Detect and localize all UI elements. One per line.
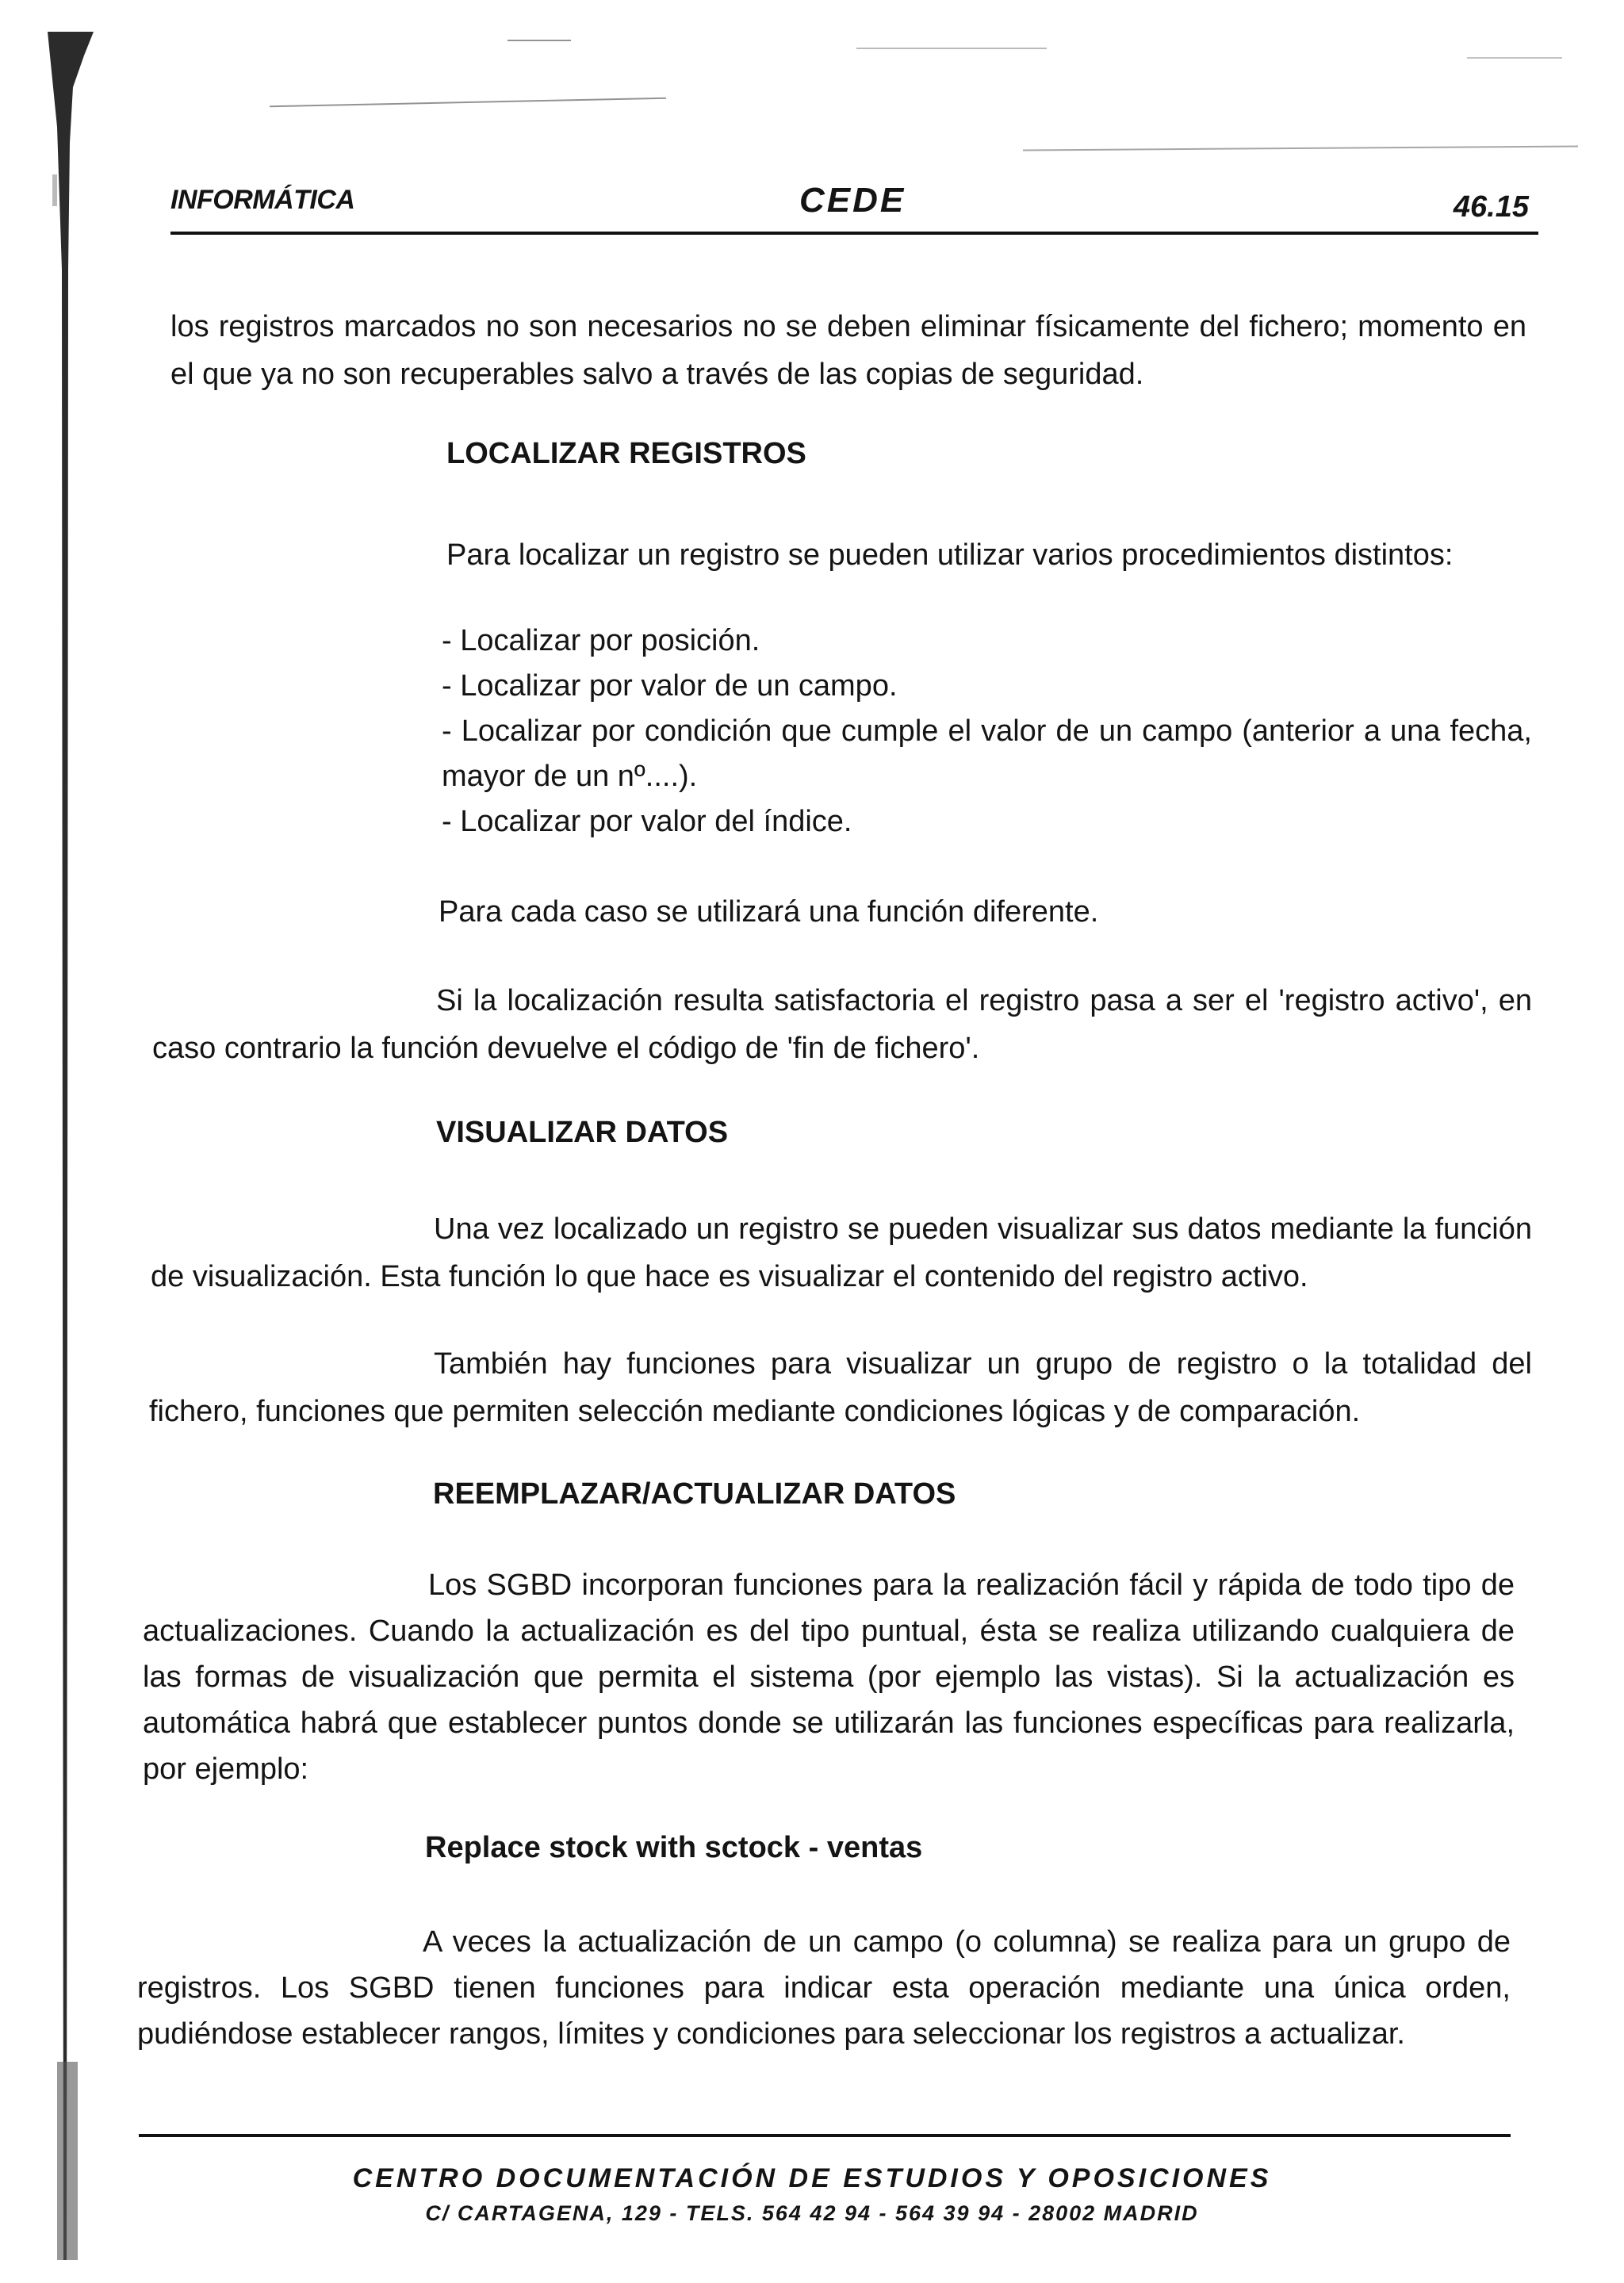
localizar-intro: Para localizar un registro se pueden utilizar varios procedimientos distintos: <box>446 538 1454 572</box>
localizar-result-paragraph: Si la localización resulta satisfactoria el registro pasa a ser el 'registro activo', en caso contrario la función devuelve el código de 'fin de fichero'. <box>152 984 1532 1065</box>
header-section-title: INFORMÁTICA <box>170 185 355 215</box>
list-item: - Localizar por condición que cumple el valor de un campo (anterior a una fecha, mayor de un nº....). <box>442 714 1532 793</box>
header-divider <box>170 232 1538 235</box>
list-item: - Localizar por valor del índice. <box>442 805 852 838</box>
scan-binding-edge <box>46 32 102 2260</box>
scan-artifact-line <box>1467 57 1562 59</box>
list-item: - Localizar por valor de un campo. <box>442 669 898 703</box>
visualizar-paragraph-1: Una vez localizado un registro se pueden visualizar sus datos mediante la función de visualización. Esta función lo que hace es visualizar el contenido del registro activo. <box>151 1212 1532 1293</box>
section-heading-visualizar: VISUALIZAR DATOS <box>436 1116 729 1149</box>
section-heading-reemplazar: REEMPLAZAR/ACTUALIZAR DATOS <box>433 1477 956 1511</box>
footer-address: C/ CARTAGENA, 129 - TELS. 564 42 94 - 564 39 94 - 28002 MADRID <box>425 2201 1199 2225</box>
scan-artifact-line <box>856 48 1047 49</box>
page-number: 46.15 <box>1453 190 1529 224</box>
section-heading-localizar: LOCALIZAR REGISTROS <box>446 437 806 470</box>
scan-artifact-line <box>1023 146 1578 151</box>
footer-organization: CENTRO DOCUMENTACIÓN DE ESTUDIOS Y OPOSICIONES <box>352 2163 1272 2193</box>
scan-artifact-line <box>508 40 571 41</box>
header-brand-logo: CEDE <box>799 181 906 220</box>
code-example: Replace stock with sctock - ventas <box>425 1831 923 1864</box>
reemplazar-paragraph-1: Los SGBD incorporan funciones para la realización fácil y rápida de todo tipo de actualizaciones. Cuando la actualización es del tipo puntual, ésta se realiza utilizando cualquiera de las formas de visualización que permita el sistema (por ejemplo las vistas). Si la actualización es automática habrá que establecer puntos donde se utilizarán las funciones específicas para realizarla, por ejemplo: <box>143 1569 1515 1786</box>
intro-paragraph: los registros marcados no son necesarios no se deben eliminar físicamente del fichero; momento en el que ya no son recuperables salvo a través de las copias de seguridad. <box>170 310 1526 391</box>
footer-divider <box>139 2134 1511 2137</box>
localizar-note: Para cada caso se utilizará una función diferente. <box>439 895 1099 929</box>
scan-artifact-line <box>270 98 666 107</box>
reemplazar-paragraph-2: A veces la actualización de un campo (o columna) se realiza para un grupo de registros. Los SGBD tienen funciones para indicar esta operación mediante una única orden, pudiéndose establecer rangos, límites y condiciones para seleccionar los registros a actualizar. <box>137 1925 1511 2051</box>
visualizar-paragraph-2: También hay funciones para visualizar un grupo de registro o la totalidad del fichero, funciones que permiten selección mediante condiciones lógicas y de comparación. <box>149 1347 1532 1428</box>
localizar-methods-list <box>442 619 1532 845</box>
list-item: - Localizar por posición. <box>442 624 760 657</box>
